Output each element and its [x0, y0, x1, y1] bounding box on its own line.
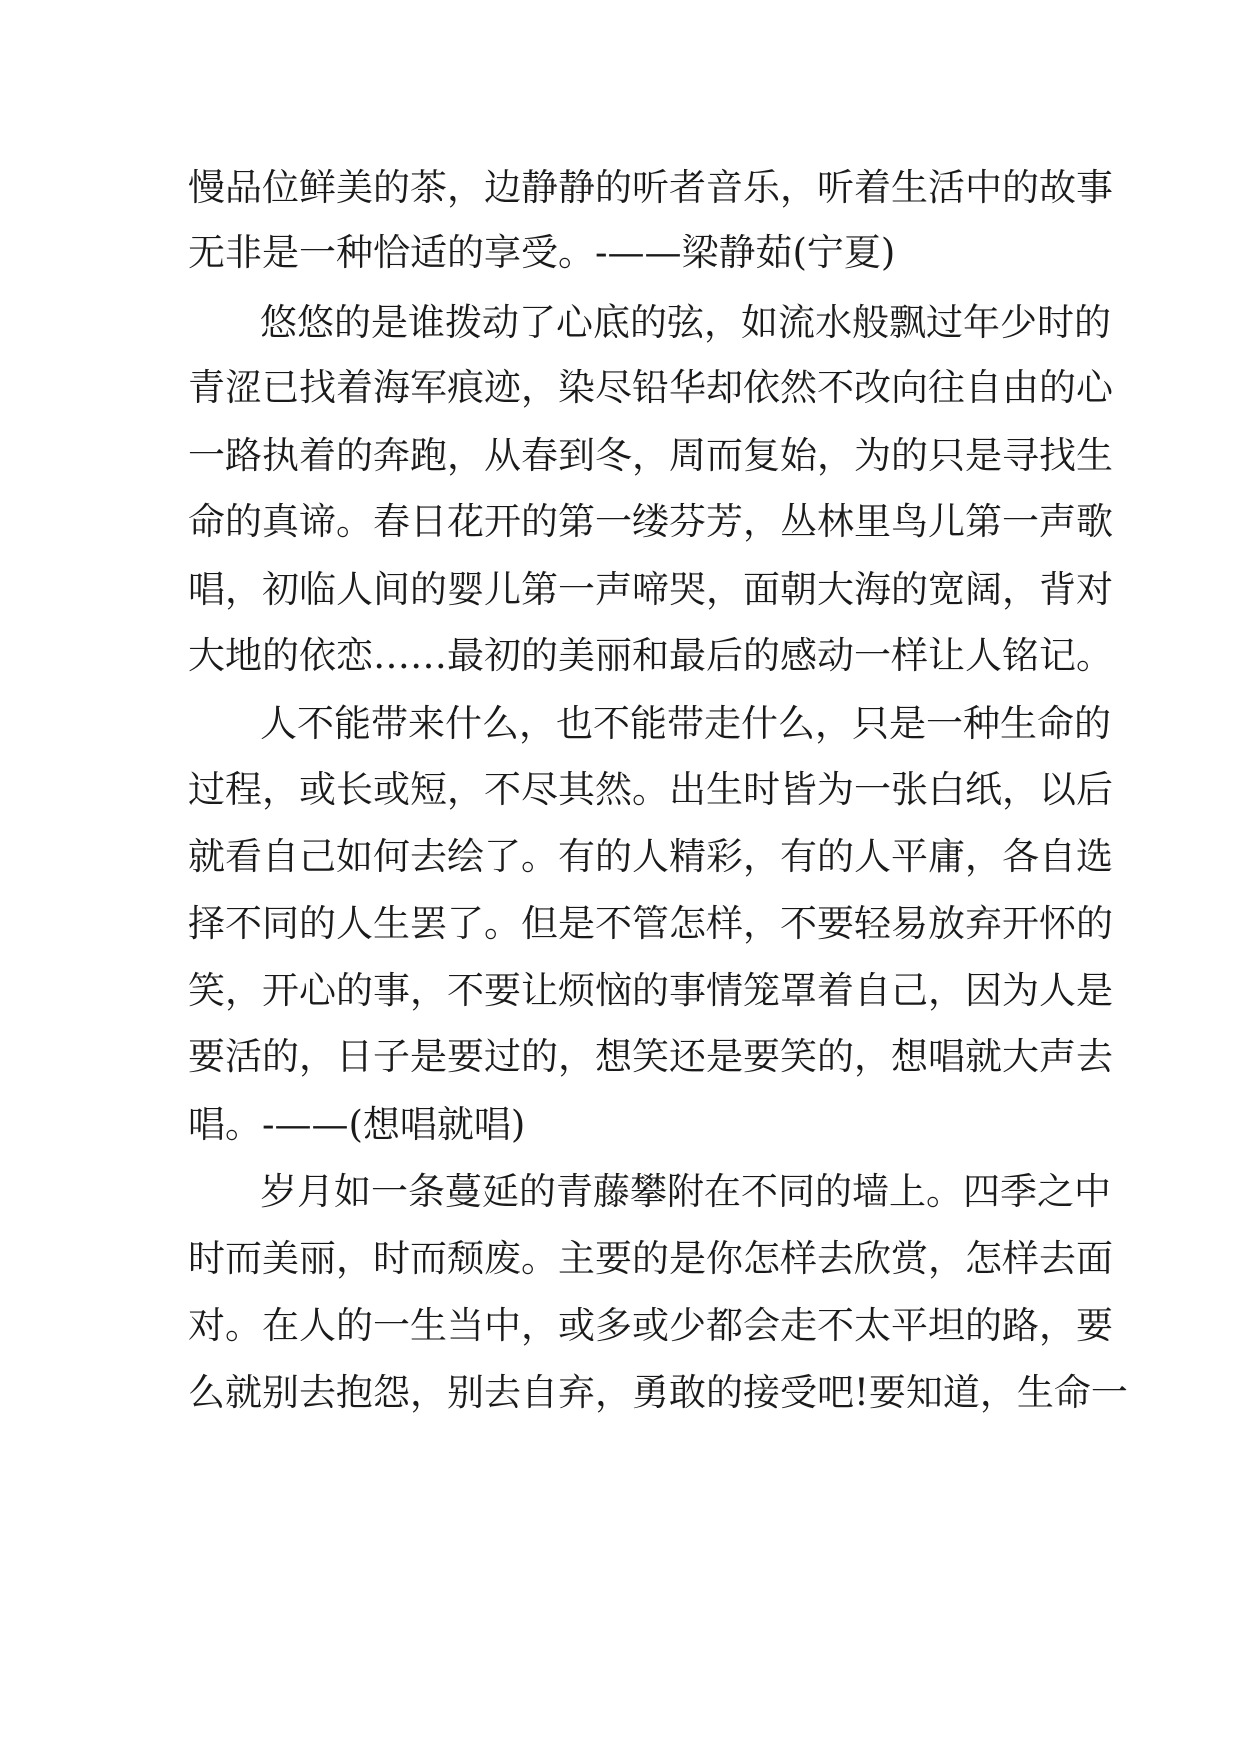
paragraph-first-line: 岁月如一条蔓延的青藤攀附在不同的墙上。四季之中 [260, 1170, 1111, 1213]
text-line: 么就别去抱怨，别去自弃，勇敢的接受吧!要知道，生命一 [188, 1371, 1128, 1414]
text-line: 慢品位鲜美的茶，边静静的听者音乐，听着生活中的故事 [188, 166, 1113, 209]
text-line: 对。在人的一生当中，或多或少都会走不太平坦的路，要 [188, 1304, 1113, 1347]
text-line: 过程，或长或短，不尽其然。出生时皆为一张白纸，以后 [188, 768, 1113, 811]
text-line: 大地的依恋……最初的美丽和最后的感动一样让人铭记。 [188, 634, 1113, 677]
text-line: 笑，开心的事，不要让烦恼的事情笼罩着自己，因为人是 [188, 969, 1113, 1012]
text-line: 时而美丽，时而颓废。主要的是你怎样去欣赏，怎样去面 [188, 1237, 1113, 1280]
text-line: 命的真谛。春日花开的第一缕芬芳，丛林里鸟儿第一声歌 [188, 500, 1113, 543]
text-line: 要活的，日子是要过的，想笑还是要笑的，想唱就大声去 [188, 1035, 1113, 1078]
text-line: 就看自己如何去绘了。有的人精彩，有的人平庸，各自选 [188, 835, 1113, 878]
text-line: 无非是一种恰适的享受。-——梁静茹(宁夏) [188, 231, 896, 274]
text-line: 唱，初临人间的婴儿第一声啼哭，面朝大海的宽阔，背对 [188, 568, 1113, 611]
text-line: 择不同的人生罢了。但是不管怎样，不要轻易放弃开怀的 [188, 902, 1113, 945]
paragraph-first-line: 悠悠的是谁拨动了心底的弦，如流水般飘过年少时的 [260, 301, 1111, 344]
text-line: 唱。-——(想唱就唱) [188, 1103, 526, 1146]
paragraph-first-line: 人不能带来什么，也不能带走什么，只是一种生命的 [260, 702, 1111, 745]
text-line: 一路执着的奔跑，从春到冬，周而复始，为的只是寻找生 [188, 434, 1113, 477]
text-line: 青涩已找着海军痕迹，染尽铅华却依然不改向往自由的心 [188, 366, 1113, 409]
